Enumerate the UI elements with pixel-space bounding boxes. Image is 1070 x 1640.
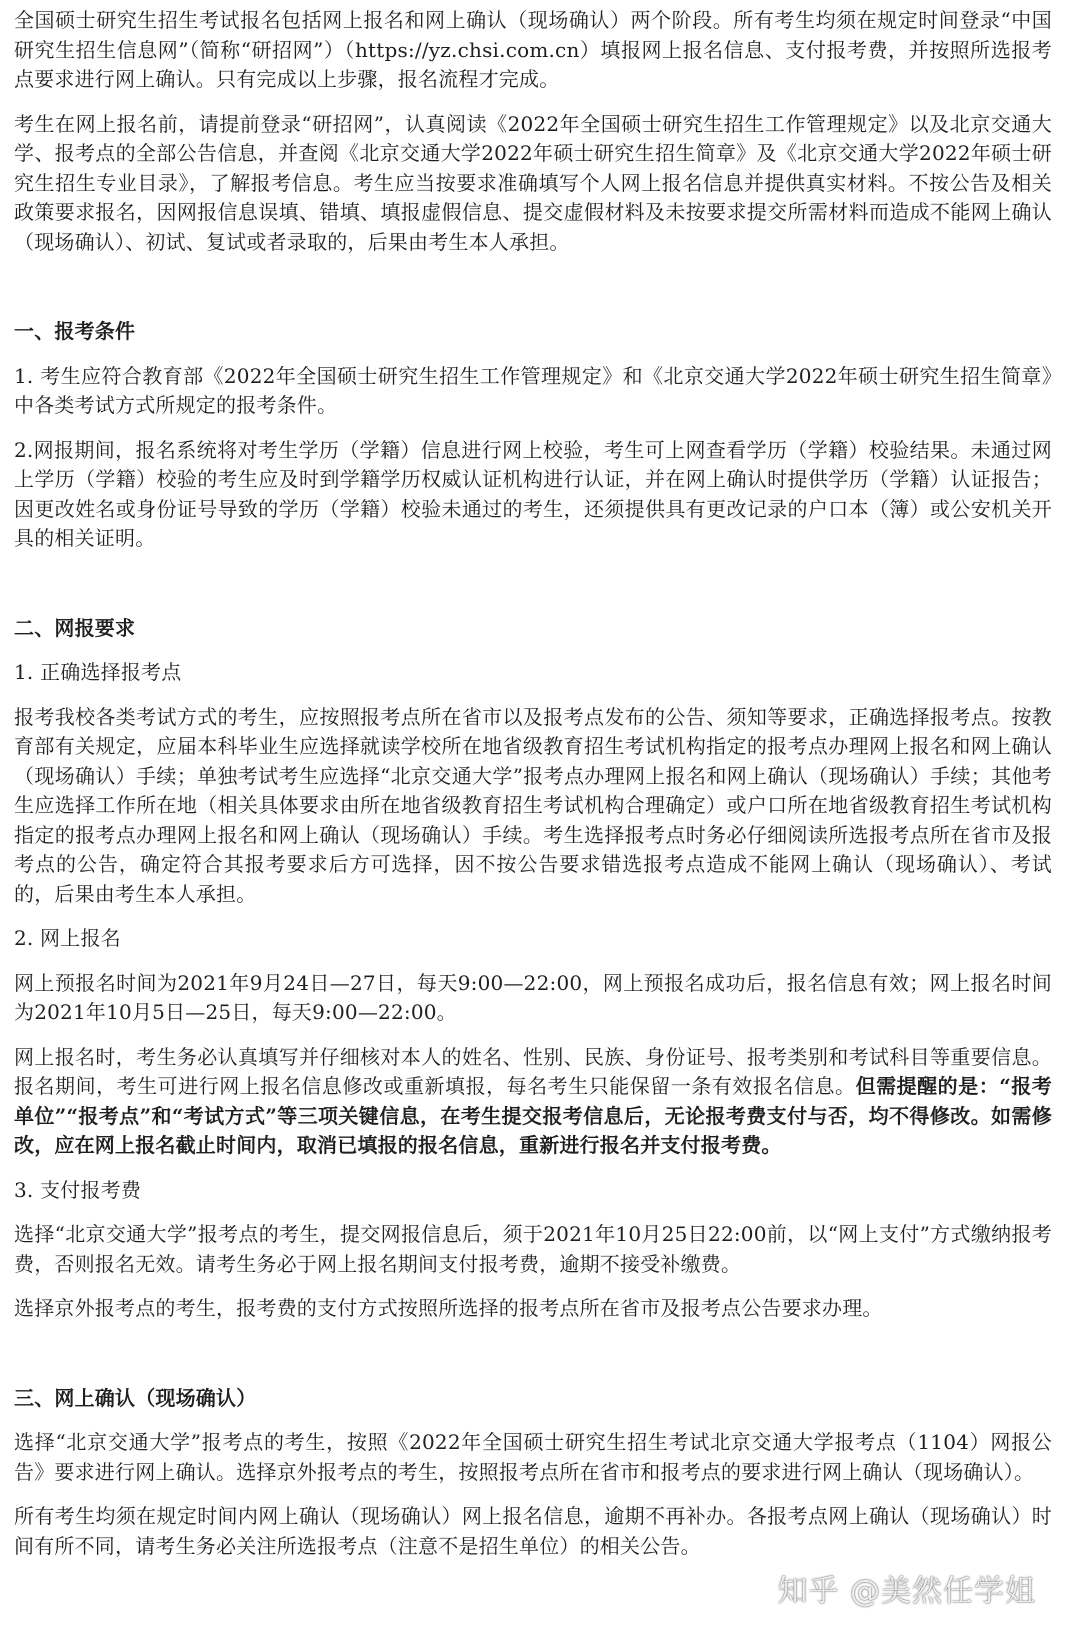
- section-3-paragraph-2: 所有考生均须在规定时间内网上确认（现场确认）网上报名信息，逾期不再补办。各报考点网上确认（现场确认）时间有所不同，请考生务必关注所选报考点（注意不是招生单位）的相关公告。: [14, 1504, 1052, 1558]
- section-2-paragraph-1: 报考我校各类考试方式的考生，应按照报考点所在省市以及报考点发布的公告、须知等要求，正确选择报考点。按教育部有关规定，应届本科毕业生应选择就读学校所在地省级教育招生考试机构指定的报考点办理网上报名和网上确认（现场确认）手续；单独考试考生应选择“北京交通大学”报考点办理网上报名和网上确认（现场确认）手续；其他考生应选择工作所在地（相关具体要求由所在地省级教育招生考试机构合理确定）或户口所在地省级教育招生考试机构指定的报考点办理网上报名和网上确认（现场确认）手续。考生选择报考点时务必仔细阅读所选报考点所在省市及报考点的公告，确定符合其报考要求后方可选择，因不按公告要求错选报考点造成不能网上确认（现场确认）、考试的，后果由考生本人承担。: [14, 704, 1052, 906]
- section-2-title: 二、网报要求: [14, 615, 136, 640]
- section-1-title: 一、报考条件: [14, 319, 136, 343]
- intro-paragraph-2: 考生在网上报名前，请提前登录“研招网”，认真阅读《2022年全国硕士研究生招生工作管理规定》以及北京交通大学、报考点的全部公告信息，并查阅《北京交通大学2022年硕士研究生招生简章》及《北京交通大学2022年硕士研究生招生专业目录》，了解报考信息。考生应当按要求准确填写个人网上报名信息并提供真实材料。不按公告及相关政策要求报名，因网报信息误填、错填、填报虚假信息、提交虚假材料及未按要求提交所需材料而造成不能网上确认（现场确认）、初试、复试或者录取的，后果由考生本人承担。: [14, 111, 1052, 254]
- section-2-paragraph-3-normal: 网上报名时，考生务必认真填写并仔细核对本人的姓名、性别、民族、身份证号、报考类别和考试科目等重要信息。报名期间，考生可进行网上报名信息修改或重新填报，每名考生只能保留一条有效报名信息。: [14, 1044, 1052, 1098]
- section-1-paragraph-1: 1. 考生应符合教育部《2022年全国硕士研究生招生工作管理规定》和《北京交通大学2022年硕士研究生招生简章》中各类考试方式所规定的报考条件。: [14, 363, 1052, 417]
- zhihu-watermark: 知乎 @美然任学姐: [777, 1574, 1036, 1609]
- section-1-paragraph-2: 2.网报期间，报名系统将对考生学历（学籍）信息进行网上校验，考生可上网查看学历（学籍）校验结果。未通过网上学历（学籍）校验的考生应及时到学籍学历权威认证机构进行认证，并在网上确认时提供学历（学籍）认证报告；因更改姓名或身份证号导致的学历（学籍）校验未通过的考生，还须提供具有更改记录的户口本（簿）或公安机关开具的相关证明。: [14, 437, 1052, 550]
- section-2-paragraph-3-bold: 但需提醒的是：“报考单位”“报考点”和“考试方式”等三项关键信息，在考生提交报考信息后，无论报考费支付与否，均不得修改。如需修改，应在网上报名截止时间内，取消已填报的报名信息，重新进行报名并支付报考费。: [14, 1074, 1052, 1157]
- section-2-paragraph-2: 网上预报名时间为2021年9月24日—27日，每天9:00—22:00，网上预报名成功后，报名信息有效；网上报名时间为2021年10月5日—25日，每天9:00—22:00。: [14, 970, 1052, 1024]
- intro-paragraph-1: 全国硕士研究生招生考试报名包括网上报名和网上确认（现场确认）两个阶段。所有考生均须在规定时间登录“中国研究生招生信息网”（简称“研招网”）（https://yz.chsi.com.cn）填报网上报名信息、支付报考费，并按照所选报考点要求进行网上确认。只有完成以上步骤，报名流程才完成。: [14, 8, 1052, 91]
- section-3-title: 三、网上确认（现场确认）: [14, 1385, 257, 1410]
- section-3-paragraph-1: 选择“北京交通大学”报考点的考生，按照《2022年全国硕士研究生招生考试北京交通大学报考点（1104）网报公告》要求进行网上确认。选择京外报考点的考生，按照报考点所在省市和报考点的要求进行网上确认（现场确认）。: [14, 1430, 1052, 1484]
- document-body: [14, 6, 1052, 1561]
- section-2-paragraph-4: 选择“北京交通大学”报考点的考生，提交网报信息后，须于2021年10月25日22:00前，以“网上支付”方式缴纳报考费，否则报名无效。请考生务必于网上报名期间支付报考费，逾期不接受补缴费。: [14, 1222, 1052, 1276]
- section-2-paragraph-3: [14, 1043, 1052, 1161]
- section-2-subtitle-1: 1. 正确选择报考点: [14, 660, 182, 684]
- section-2-subtitle-3: 3. 支付报考费: [14, 1177, 142, 1202]
- section-2-subtitle-2: 2. 网上报名: [14, 926, 121, 950]
- section-2-paragraph-5: 选择京外报考点的考生，报考费的支付方式按照所选择的报考点所在省市及报考点公告要求办理。: [14, 1296, 883, 1320]
